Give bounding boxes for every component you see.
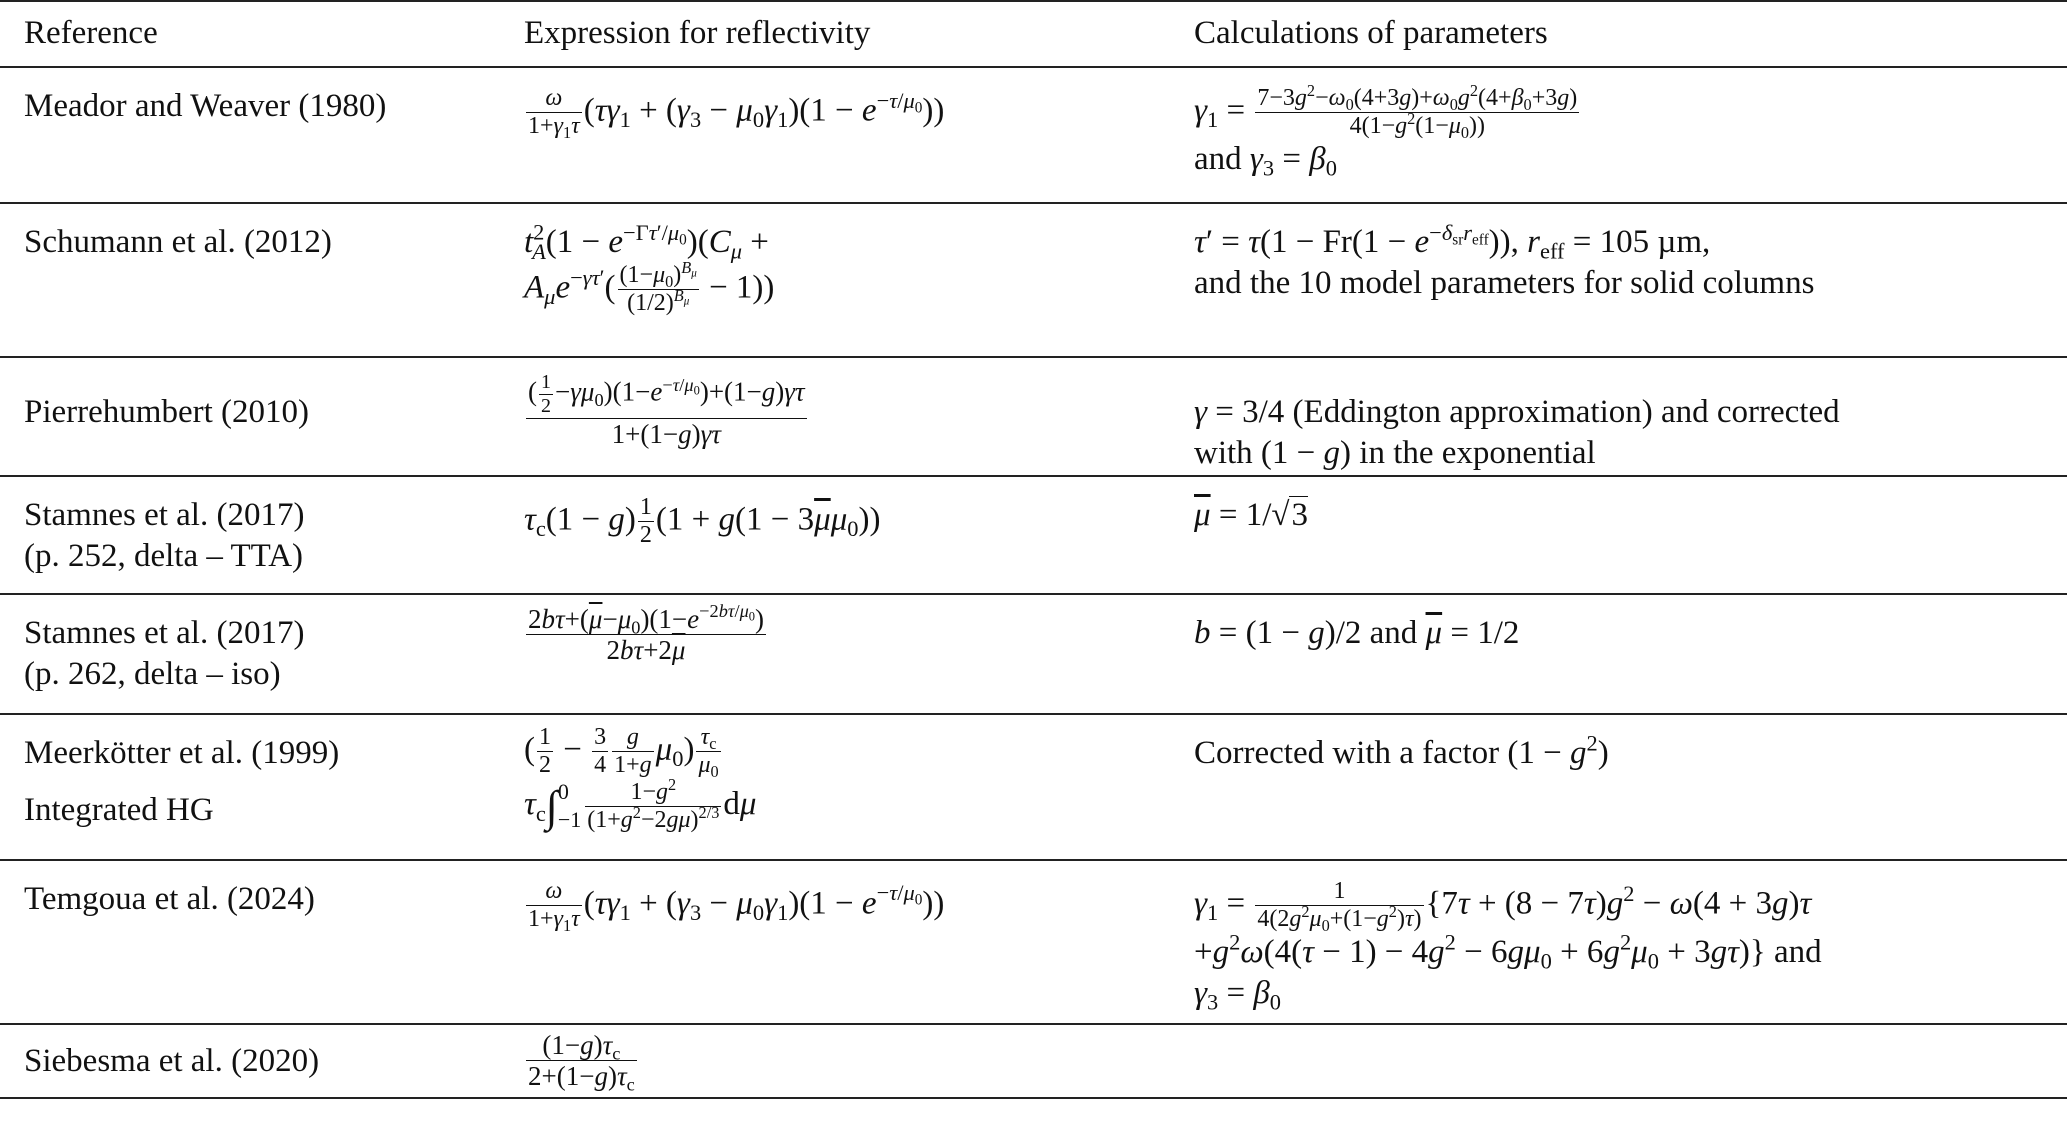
column-header-reference: Reference — [24, 15, 158, 52]
reference-detail: (p. 262, delta – iso) — [24, 655, 281, 692]
reference-detail: (p. 252, delta – TTA) — [24, 537, 304, 574]
reflectivity-expression: $\frac{\omega}{1+\gamma_1\tau}$ $(\tau\gamma_1 + (\gamma_3 - \mu_0\gamma_1)(1 - e^{-\tau/\mu_0}))$ — [528, 85, 945, 143]
parameter-calculation: $\gamma_1$ = $\frac{7-3g^2-\omega_0(4+3g)+\omega_0g^2(4+\beta_0+3g)}{4(1-g^2(1-\mu_0))}$ and $\gamma_3 = \beta_0$ — [1194, 81, 1578, 182]
parameter-calculation: $\overline{\mu} = 1/√3$ — [1194, 496, 1308, 533]
reference-name: Meador and Weaver (1980) — [24, 88, 387, 124]
reference-name: Stamnes et al. (2017) — [24, 496, 305, 533]
reflectivity-expression: $\frac{\omega}{1+\gamma_1\tau}$ $(\tau\gamma_1 + (\gamma_3 - \mu_0\gamma_1)(1 - e^{-\tau/\mu_0}))$ — [528, 877, 945, 935]
reference-name: Pierrehumbert (2010) — [24, 394, 309, 430]
reflectivity-expression: $\frac{2b\tau+(\overline{\mu}-\mu_0)(1-e^{-2b\tau/\mu_0})}{2b\tau+2\overline{\mu}}$ — [528, 601, 765, 665]
parameter-calculation — [1194, 1025, 2067, 1043]
table-row — [0, 67, 2067, 203]
table-row — [0, 203, 2067, 357]
reference-name: Temgoua et al. (2024) — [24, 880, 315, 917]
parameter-calculation: $\tau' = \tau(1 - Fr(1 - e^{-\delta_{sr}r_{eff}}))$, $r_{eff} = 105$ µm, and the 10 model parameters for solid columns — [1194, 204, 2067, 305]
reference-name: Meerkötter et al. (1999) — [24, 734, 340, 771]
reflectivity-expression: ( $\frac{1}{2}$ $-\gamma\mu_0)(1-e^{-\tau/\mu_0})+(1-g)\gamma\tau$ 1+(1−g)γτ — [528, 371, 805, 449]
reflectivity-expression: $\tau_c(1 - g)$ $\frac{1}{2}$ $(1 + g(1 - 3\overline{\mu}\mu_0))$ — [524, 493, 881, 548]
table-row — [0, 714, 2067, 860]
reference-detail: Integrated HG — [24, 791, 214, 828]
table-header-row — [0, 1, 2067, 67]
table-row — [0, 860, 2067, 1024]
reflectivity-expression: $t^2_A(1 - e^{-\Gamma\tau'/\mu_0})(C_\mu$ + $A_\mu e^{-\gamma\tau'}$( $\frac{(1-\mu_0)^{B_\mu}}{(1/2)^{B_\mu}}$ − 1)) — [524, 219, 775, 317]
column-header-expression: Expression for reflectivity — [524, 15, 871, 52]
reference-name: Stamnes et al. (2017) — [24, 614, 305, 651]
reflectivity-expression: ( $\frac{1}{2}$ − $\frac{3}{4}$ $\frac{g}{1+g}$ $\mu_0$) $\frac{\tau_c}{\mu_0}$ $\tau_c\int$ 0 −1 $\frac{1-g^2}{(1+g^2-2g\mu)^{2/3}}$ dμ — [524, 723, 757, 833]
reference-name: Schumann et al. (2012) — [24, 224, 332, 260]
reference-name: Siebesma et al. (2020) — [24, 1042, 320, 1079]
table-row — [0, 476, 2067, 594]
parameter-calculation: b = (1 − g)/2 and $\overline{\mu} = 1/2$ — [1194, 614, 1520, 651]
parameter-calculation: Corrected with a factor $(1 - g^2)$ — [1194, 730, 1609, 771]
table-row — [0, 357, 2067, 476]
table-row — [0, 1024, 2067, 1098]
parameter-text: and the 10 model parameters for solid columns — [1194, 265, 1815, 302]
table-row — [0, 594, 2067, 714]
parameter-calculation: γ = 3/4 (Eddington approximation) and corrected with (1 − g) in the exponential — [1194, 394, 1840, 472]
parameter-calculation: $\gamma_1$ = $\frac{1}{4(2g^2\mu_0+(1-g^2)\tau)}$ {$7\tau + (8 - 7\tau)g^2 - \omega(4 + 3g)\tau$ $+g^2\omega(4(\tau - 1) - 4g^2 - 6g\mu_0 + 6g^2\mu_0 + 3g\tau)$} and $\gamma_3 = \beta_0$ — [1194, 877, 1822, 1015]
reflectivity-expression: $\frac{(1-g)\tau_c}{2+(1-g)\tau_c}$ — [528, 1029, 635, 1095]
column-header-parameters: Calculations of parameters — [1194, 15, 1548, 52]
parameter-text: and — [1194, 141, 1242, 178]
